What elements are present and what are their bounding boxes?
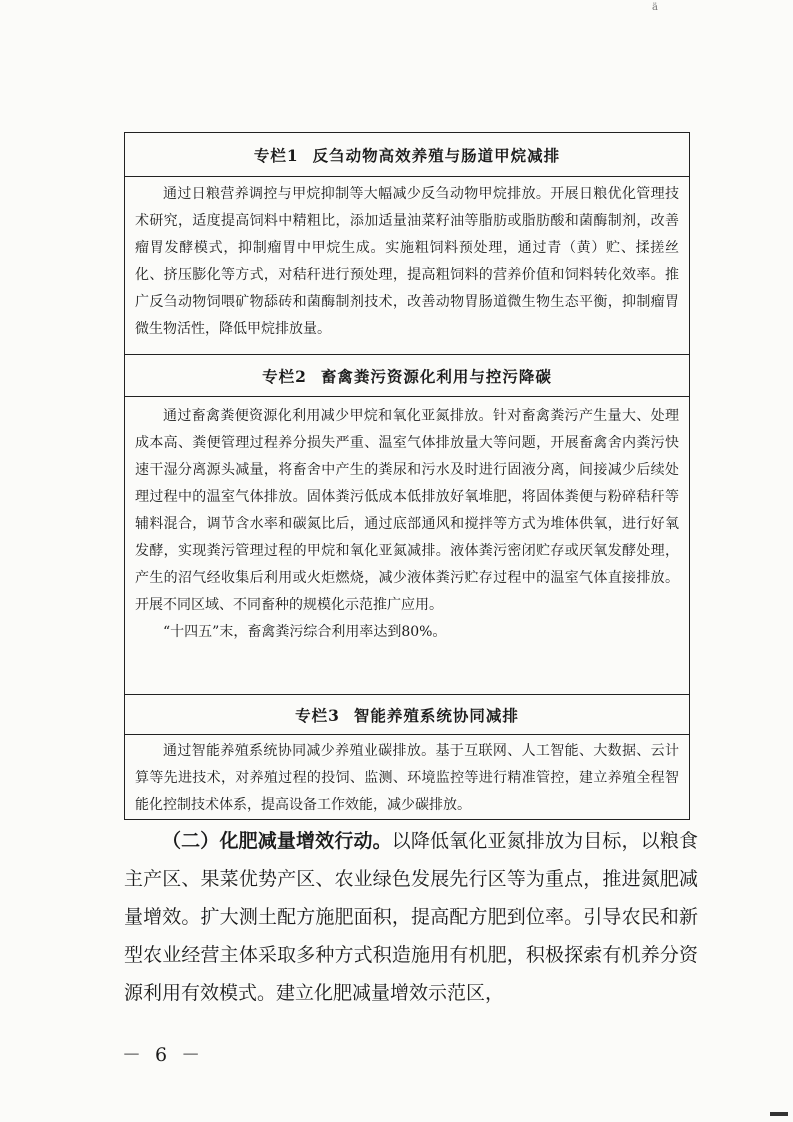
column-3-body	[125, 735, 689, 819]
column-table	[124, 132, 690, 820]
column-3-paragraph: 通过智能养殖系统协同减少养殖业碳排放。基于互联网、人工智能、大数据、云计算等先进技术，对养殖过程的投饲、监测、环境监控等进行精准管控，建立养殖全程智能化控制技术体系，提高设备工作效能，减少碳排放。	[135, 743, 679, 813]
column-2-target: “十四五”末，畜禽粪污综合利用率达到80%。	[163, 624, 447, 640]
column-2-header	[125, 355, 689, 397]
column-3-header	[125, 695, 689, 735]
edge-mark	[770, 1112, 788, 1116]
column-2-body	[125, 397, 689, 695]
corner-mark: ä	[652, 2, 658, 13]
column-1-body	[125, 177, 689, 355]
column-3-label: 专栏3	[295, 705, 340, 725]
column-2-label: 专栏2	[262, 366, 307, 386]
section-heading: （二）化肥减量增效行动。	[162, 830, 392, 852]
column-1-title: 反刍动物高效养殖与肠道甲烷减排	[312, 145, 561, 165]
column-1-header	[125, 133, 689, 177]
column-1-label: 专栏1	[253, 145, 299, 165]
column-3-title: 智能养殖系统协同减排	[353, 705, 519, 725]
column-2-paragraph: 通过畜禽粪便资源化利用减少甲烷和氧化亚氮排放。针对畜禽粪污产生量大、处理成本高、粪便管理过程养分损失严重、温室气体排放量大等问题，开展畜禽舍内粪污快速干湿分离源头减量，将畜舍中产生的粪尿和污水及时进行固液分离，间接减少后续处理过程中的温室气体排放。固体粪污低成本低排放好氧堆肥，将固体粪便与粉碎秸秆等辅料混合，调节含水率和碳氮比后，通过底部通风和搅拌等方式为堆体供氧，进行好氧发酵，实现粪污管理过程的甲烷和氧化亚氮减排。液体粪污密闭贮存或厌氧发酵处理，产生的沼气经收集后利用或火炬燃烧，减少液体粪污贮存过程中的温室气体直接排放。开展不同区域、不同畜种的规模化示范推广应用。	[135, 408, 679, 613]
column-1-paragraph: 通过日粮营养调控与甲烷抑制等大幅减少反刍动物甲烷排放。开展日粮优化管理技术研究，适度提高饲料中精粗比，添加适量油菜籽油等脂肪或脂肪酸和菌酶制剂，改善瘤胃发酵模式，抑制瘤胃中甲烷生成。实施粗饲料预处理，通过青（黄）贮、揉搓丝化、挤压膨化等方式，对秸秆进行预处理，提高粗饲料的营养价值和饲料转化效率。推广反刍动物饲喂矿物舔砖和菌酶制剂技术，改善动物胃肠道微生物生态平衡，抑制瘤胃微生物活性，降低甲烷排放量。	[135, 186, 679, 337]
section-body: 以降低氧化亚氮排放为目标，以粮食主产区、果菜优势产区、农业绿色发展先行区等为重点，推进氮肥减量增效。扩大测土配方施肥面积，提高配方肥到位率。引导农民和新型农业经营主体采取多种方式积造施用有机肥，积极探索有机养分资源利用有效模式。建立化肥减量增效示范区，	[124, 830, 698, 1004]
column-2-title: 畜禽粪污资源化利用与控污降碳	[320, 366, 552, 386]
section-paragraph	[124, 822, 698, 1012]
page-number: － 6 －	[122, 1044, 205, 1066]
